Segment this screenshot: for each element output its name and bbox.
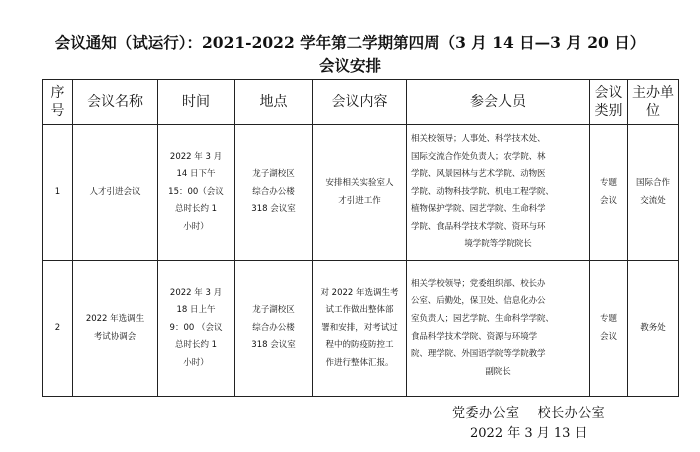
header-host: 主办单 位 [628, 80, 679, 125]
meeting-host: 国际合作 交流处 [628, 125, 679, 261]
meeting-location: 龙子湖校区 综合办公楼 318 会议室 [235, 261, 313, 397]
meeting-location: 龙子湖校区 综合办公楼 318 会议室 [235, 125, 313, 261]
meeting-time: 2022 年 3 月 14 日下午 15：00（会议 总时长约 1 小时） [158, 125, 235, 261]
notice-title: 会议通知（试运行）：2021-2022 学年第二学期第四周（3 月 14 日—3 月 20 日） [54, 33, 646, 52]
header-meeting-name: 会议名称 [73, 80, 158, 125]
table-header-row [43, 80, 679, 125]
meeting-content: 对 2022 年选调生考 试工作做出整体部 署和安排，对考试过 程中的防疫防控工 作进行整体汇报。 [313, 261, 407, 397]
row-index: 1 [43, 125, 73, 261]
table-row [43, 125, 679, 261]
meeting-time: 2022 年 3 月 18 日上午 9：00 （会议 总时长约 1 小时） [158, 261, 235, 397]
meeting-attendees: 相关学校领导；党委组织部、校长办 公室、后勤处，保卫处、信息化办公 室负责人；园艺学院、生命科学学院、 食品科学技术学院、资源与环境学 院、理学院、外国语学院等学院教学 副院长 [407, 261, 590, 397]
header-category: 会议 类别 [590, 80, 628, 125]
issue-date: 2022 年 3 月 13 日 [470, 426, 588, 441]
meeting-host: 教务处 [628, 261, 679, 397]
header-index: 序 号 [43, 80, 73, 125]
meeting-content: 安排相关实验室人 才引进工作 [313, 125, 407, 261]
header-time: 时间 [158, 80, 235, 125]
meeting-name: 人才引进会议 [73, 125, 158, 261]
meeting-category: 专题 会议 [590, 261, 628, 397]
header-attendees: 参会人员 [407, 80, 590, 125]
table-row [43, 261, 679, 397]
header-content: 会议内容 [313, 80, 407, 125]
meeting-attendees: 相关校领导；人事处、科学技术处、 国际交流合作处负责人；农学院、林 学院、风景园林与艺术学院、动物医 学院、动物科技学院、机电工程学院、 植物保护学院、园艺学院、生命科学 学院、食品科学技术学院、资环与环 境学院等学院院长 [407, 125, 590, 261]
row-index: 2 [43, 261, 73, 397]
issuing-offices: 党委办公室 校长办公室 [452, 406, 606, 421]
meeting-category: 专题 会议 [590, 125, 628, 261]
notice-subtitle: 会议安排 [318, 56, 381, 75]
meeting-name: 2022 年选调生 考试协调会 [73, 261, 158, 397]
meeting-schedule-table [42, 79, 679, 397]
header-location: 地点 [235, 80, 313, 125]
